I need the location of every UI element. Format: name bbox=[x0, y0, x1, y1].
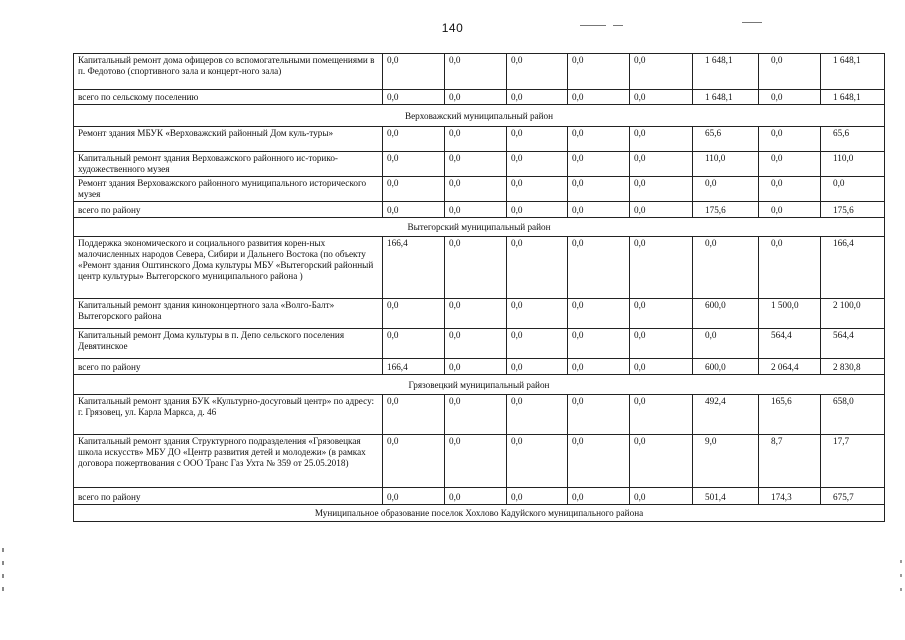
value-cell: 0,0 bbox=[568, 395, 630, 435]
value-cell: 0,0 bbox=[630, 237, 693, 299]
value-cell: 2 064,4 bbox=[759, 359, 821, 375]
value-cell: 0,0 bbox=[507, 177, 568, 202]
table-row bbox=[74, 54, 885, 90]
table-row bbox=[74, 177, 885, 202]
scan-edge-marks bbox=[2, 548, 5, 608]
value-cell: 0,0 bbox=[630, 488, 693, 505]
value-cell: 0,0 bbox=[630, 54, 693, 90]
value-cell: 0,0 bbox=[568, 202, 630, 218]
section-header-row bbox=[74, 505, 885, 522]
value-cell: 0,0 bbox=[383, 395, 445, 435]
value-cell: 600,0 bbox=[693, 359, 759, 375]
value-cell: 17,7 bbox=[821, 435, 885, 488]
value-cell: 1 648,1 bbox=[821, 54, 885, 90]
value-cell: 0,0 bbox=[568, 152, 630, 177]
value-cell: 0,0 bbox=[507, 54, 568, 90]
value-cell: 0,0 bbox=[383, 299, 445, 329]
value-cell: 0,0 bbox=[445, 299, 507, 329]
value-cell: 675,7 bbox=[821, 488, 885, 505]
row-name: Капитальный ремонт Дома культуры в п. Депо сельского поселения Девятинское bbox=[74, 329, 383, 359]
value-cell: 0,0 bbox=[759, 177, 821, 202]
value-cell: 0,0 bbox=[507, 237, 568, 299]
value-cell: 165,6 bbox=[759, 395, 821, 435]
table-row bbox=[74, 299, 885, 329]
total-label: всего по району bbox=[74, 202, 383, 218]
value-cell: 0,0 bbox=[507, 152, 568, 177]
value-cell: 0,0 bbox=[568, 359, 630, 375]
value-cell: 0,0 bbox=[630, 299, 693, 329]
value-cell: 0,0 bbox=[445, 127, 507, 152]
value-cell: 0,0 bbox=[568, 90, 630, 105]
value-cell: 110,0 bbox=[693, 152, 759, 177]
row-name: Капитальный ремонт дома офицеров со вспомогательными помещениями в п. Федотово (спортивного зала и концерт-ного зала) bbox=[74, 54, 383, 90]
value-cell: 0,0 bbox=[445, 54, 507, 90]
value-cell: 0,0 bbox=[445, 152, 507, 177]
value-cell: 0,0 bbox=[383, 488, 445, 505]
value-cell: 0,0 bbox=[507, 299, 568, 329]
value-cell: 65,6 bbox=[693, 127, 759, 152]
value-cell: 600,0 bbox=[693, 299, 759, 329]
value-cell: 0,0 bbox=[630, 435, 693, 488]
total-label: всего по сельскому поселению bbox=[74, 90, 383, 105]
row-name: Ремонт здания Верховажского районного муниципального исторического музея bbox=[74, 177, 383, 202]
scan-artifact-line bbox=[613, 25, 623, 26]
value-cell: 0,0 bbox=[759, 202, 821, 218]
value-cell: 1 648,1 bbox=[693, 90, 759, 105]
section-header-row bbox=[74, 375, 885, 395]
value-cell: 0,0 bbox=[759, 127, 821, 152]
value-cell: 0,0 bbox=[568, 299, 630, 329]
value-cell: 0,0 bbox=[507, 488, 568, 505]
value-cell: 501,4 bbox=[693, 488, 759, 505]
value-cell: 0,0 bbox=[568, 488, 630, 505]
value-cell: 0,0 bbox=[507, 202, 568, 218]
value-cell: 0,0 bbox=[568, 237, 630, 299]
section-header-row bbox=[74, 218, 885, 237]
value-cell: 0,0 bbox=[507, 329, 568, 359]
row-name: Капитальный ремонт здания Структурного подразделения «Грязовецкая школа искусств» МБУ ДО «Центр развития детей и молодежи» (в рамках договора пожертвования с ООО Транс Газ Ухта № 359 от 25.05.2018) bbox=[74, 435, 383, 488]
value-cell: 0,0 bbox=[821, 177, 885, 202]
value-cell: 0,0 bbox=[383, 435, 445, 488]
value-cell: 9,0 bbox=[693, 435, 759, 488]
table-row bbox=[74, 329, 885, 359]
value-cell: 0,0 bbox=[568, 435, 630, 488]
value-cell: 2 100,0 bbox=[821, 299, 885, 329]
value-cell: 1 648,1 bbox=[693, 54, 759, 90]
value-cell: 0,0 bbox=[445, 237, 507, 299]
value-cell: 0,0 bbox=[445, 488, 507, 505]
value-cell: 0,0 bbox=[445, 359, 507, 375]
page-number: 140 bbox=[441, 21, 464, 35]
total-label: всего по району bbox=[74, 359, 383, 375]
value-cell: 2 830,8 bbox=[821, 359, 885, 375]
value-cell: 175,6 bbox=[693, 202, 759, 218]
total-row bbox=[74, 90, 885, 105]
value-cell: 0,0 bbox=[630, 152, 693, 177]
total-row bbox=[74, 359, 885, 375]
value-cell: 0,0 bbox=[630, 329, 693, 359]
value-cell: 0,0 bbox=[383, 329, 445, 359]
value-cell: 0,0 bbox=[445, 435, 507, 488]
row-name: Ремонт здания МБУК «Верховажский районный Дом куль-туры» bbox=[74, 127, 383, 152]
value-cell: 1 500,0 bbox=[759, 299, 821, 329]
value-cell: 0,0 bbox=[568, 329, 630, 359]
value-cell: 0,0 bbox=[383, 90, 445, 105]
total-label: всего по району bbox=[74, 488, 383, 505]
table-row bbox=[74, 127, 885, 152]
section-title: Верховажский муниципальный район bbox=[74, 105, 885, 127]
budget-table bbox=[73, 53, 885, 522]
value-cell: 0,0 bbox=[507, 435, 568, 488]
value-cell: 0,0 bbox=[507, 395, 568, 435]
table-row bbox=[74, 152, 885, 177]
value-cell: 0,0 bbox=[759, 237, 821, 299]
value-cell: 8,7 bbox=[759, 435, 821, 488]
value-cell: 166,4 bbox=[383, 359, 445, 375]
row-name: Капитальный ремонт здания киноконцертного зала «Волго-Балт» Вытегорского района bbox=[74, 299, 383, 329]
value-cell: 0,0 bbox=[445, 90, 507, 105]
value-cell: 174,3 bbox=[759, 488, 821, 505]
value-cell: 0,0 bbox=[693, 329, 759, 359]
value-cell: 0,0 bbox=[568, 127, 630, 152]
value-cell: 0,0 bbox=[383, 127, 445, 152]
value-cell: 0,0 bbox=[630, 395, 693, 435]
scan-edge-marks bbox=[900, 560, 903, 600]
table-row bbox=[74, 435, 885, 488]
table-row bbox=[74, 237, 885, 299]
value-cell: 1 648,1 bbox=[821, 90, 885, 105]
value-cell: 65,6 bbox=[821, 127, 885, 152]
value-cell: 0,0 bbox=[445, 202, 507, 218]
value-cell: 0,0 bbox=[383, 152, 445, 177]
value-cell: 0,0 bbox=[507, 90, 568, 105]
section-header-row bbox=[74, 105, 885, 127]
value-cell: 0,0 bbox=[383, 202, 445, 218]
value-cell: 0,0 bbox=[630, 90, 693, 105]
value-cell: 0,0 bbox=[383, 54, 445, 90]
row-name: Капитальный ремонт здания БУК «Культурно-досуговый центр» по адресу: г. Грязовец, ул. Карла Маркса, д. 46 bbox=[74, 395, 383, 435]
total-row bbox=[74, 488, 885, 505]
value-cell: 175,6 bbox=[821, 202, 885, 218]
value-cell: 564,4 bbox=[759, 329, 821, 359]
value-cell: 0,0 bbox=[630, 127, 693, 152]
section-title: Вытегорский муниципальный район bbox=[74, 218, 885, 237]
scan-artifact-line bbox=[742, 22, 762, 23]
value-cell: 564,4 bbox=[821, 329, 885, 359]
value-cell: 166,4 bbox=[383, 237, 445, 299]
value-cell: 0,0 bbox=[630, 202, 693, 218]
value-cell: 0,0 bbox=[759, 54, 821, 90]
value-cell: 0,0 bbox=[383, 177, 445, 202]
value-cell: 0,0 bbox=[507, 127, 568, 152]
value-cell: 492,4 bbox=[693, 395, 759, 435]
value-cell: 0,0 bbox=[568, 54, 630, 90]
scan-artifact-line bbox=[580, 25, 606, 26]
value-cell: 0,0 bbox=[759, 90, 821, 105]
value-cell: 166,4 bbox=[821, 237, 885, 299]
value-cell: 0,0 bbox=[568, 177, 630, 202]
row-name: Капитальный ремонт здания Верховажского районного ис-торико-художественного музея bbox=[74, 152, 383, 177]
value-cell: 0,0 bbox=[693, 237, 759, 299]
value-cell: 658,0 bbox=[821, 395, 885, 435]
row-name: Поддержка экономического и социального развития корен-ных малочисленных народов Севера, Сибири и Дальнего Востока (по объекту «Ремонт здания Оштинского Дома культуры МБУ «Вытегорский районный центр культуры» Вытегорского муниципального района ) bbox=[74, 237, 383, 299]
section-title: Грязовецкий муниципальный район bbox=[74, 375, 885, 395]
total-row bbox=[74, 202, 885, 218]
value-cell: 0,0 bbox=[507, 359, 568, 375]
value-cell: 0,0 bbox=[630, 359, 693, 375]
table-row bbox=[74, 395, 885, 435]
value-cell: 0,0 bbox=[630, 177, 693, 202]
value-cell: 0,0 bbox=[445, 177, 507, 202]
value-cell: 110,0 bbox=[821, 152, 885, 177]
section-title: Муниципальное образование поселок Хохлово Кадуйского муниципального района bbox=[74, 505, 885, 522]
value-cell: 0,0 bbox=[445, 395, 507, 435]
value-cell: 0,0 bbox=[693, 177, 759, 202]
value-cell: 0,0 bbox=[759, 152, 821, 177]
value-cell: 0,0 bbox=[445, 329, 507, 359]
table-body bbox=[74, 54, 885, 522]
